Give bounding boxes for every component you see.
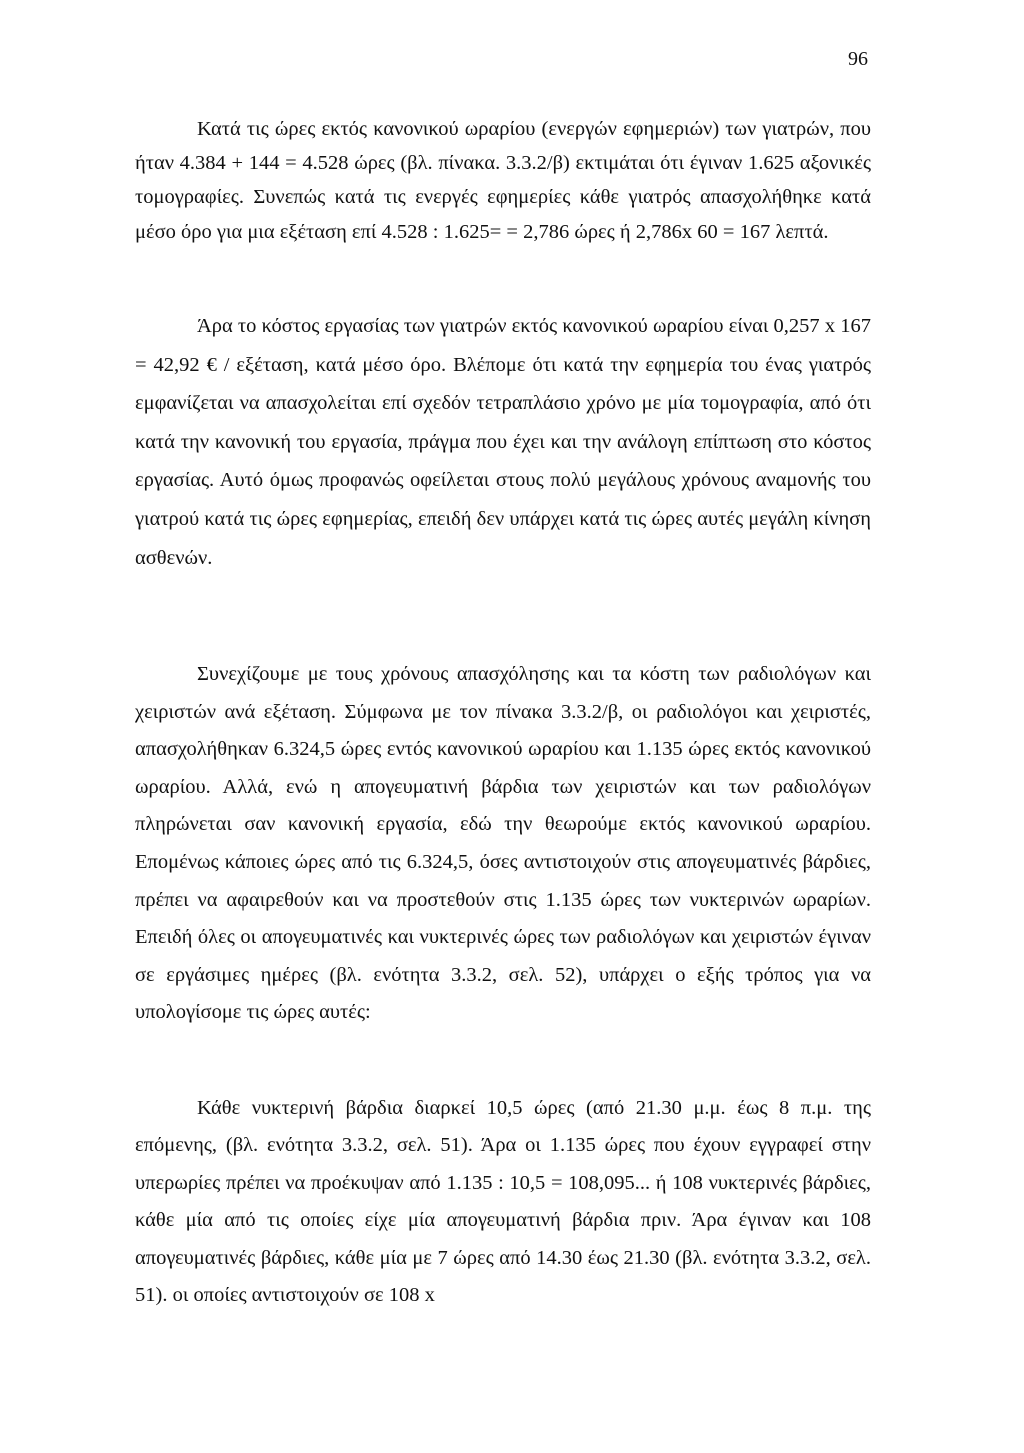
page-number: 96 (848, 48, 868, 70)
paragraph-radiologists-operators: Συνεχίζουμε με τους χρόνους απασχόλησης και τα κόστη των ραδιολόγων και χειριστών ανά εξέταση. Σύμφωνα με τον πίνακα 3.3.2/β, οι ραδιολόγοι και χειριστές, απασχολήθηκαν 6.324,5 ώρες εντός κανονικού ωραρίου και 1.135 ώρες εκτός κανονικού ωραρίου. Αλλά, ενώ η απογευματινή βάρδια των χειριστών και των ραδιολόγων πληρώνεται σαν κανονική εργασία, εδώ την θεωρούμε εκτός κανονικού ωραρίου. Επομένως κάποιες ώρες από τις 6.324,5, όσες αντιστοιχούν στις απογευματινές βάρδιες, πρέπει να αφαιρεθούν και να προστεθούν στις 1.135 ώρες των νυκτερινών ωραρίων. Επειδή όλες οι απογευματινές και νυκτερινές ώρες των ραδιολόγων και χειριστών έγιναν σε εργάσιμες ημέρες (βλ. ενότητα 3.3.2, σελ. 52), υπάρχει ο εξής τρόπος για να υπολογίσομε τις ώρες αυτές: (135, 663, 871, 1024)
paragraph-on-call-hours: Κατά τις ώρες εκτός κανονικού ωραρίου (ενεργών εφημεριών) των γιατρών, που ήταν 4.384 + 144 = 4.528 ώρες (βλ. πίνακα. 3.3.2/β) εκτιμάται ότι έγιναν 1.625 αξονικές τομογραφίες. Συνεπώς κατά τις ενεργές εφημερίες κάθε γιατρός απασχολήθηκε κατά μέσο όρο για μια εξέταση επί 4.528 : 1.625= = 2,786 ώρες ή 2,786x 60 = 167 λεπτά. (135, 118, 871, 243)
paragraph-doctor-labor-cost: Άρα το κόστος εργασίας των γιατρών εκτός κανονικού ωραρίου είναι 0,257 x 167 = 42,92 € / εξέταση, κατά μέσο όρο. Βλέπομε ότι κατά την εφημερία του ένας γιατρός εμφανίζεται να απασχολείται επί σχεδόν τετραπλάσιο χρόνο με μία τομογραφία, από ότι κατά την κανονική του εργασία, πράγμα που έχει και την ανάλογη επίπτωση στο κόστος εργασίας. Αυτό όμως προφανώς οφείλεται στους πολύ μεγάλους χρόνους αναμονής του γιατρού κατά τις ώρες εφημερίας, επειδή δεν υπάρχει κατά τις ώρες αυτές μεγάλη κίνηση ασθενών. (135, 315, 871, 569)
paragraph-night-shifts: Κάθε νυκτερινή βάρδια διαρκεί 10,5 ώρες (από 21.30 μ.μ. έως 8 π.μ. της επόμενης, (βλ. ενότητα 3.3.2, σελ. 51). Άρα οι 1.135 ώρες που έχουν εγγραφεί στην υπερωρίες πρέπει να προέκυψαν από 1.135 : 10,5 = 108,095... ή 108 νυκτερινές βάρδιες, κάθε μία από τις οποίες είχε μία απογευματινή βάρδια πριν. Άρα έγιναν και 108 απογευματινές βάρδιες, κάθε μία με 7 ώρες από 14.30 έως 21.30 (βλ. ενότητα 3.3.2, σελ. 51). οι οποίες αντιστοιχούν σε 108 x (135, 1097, 871, 1307)
